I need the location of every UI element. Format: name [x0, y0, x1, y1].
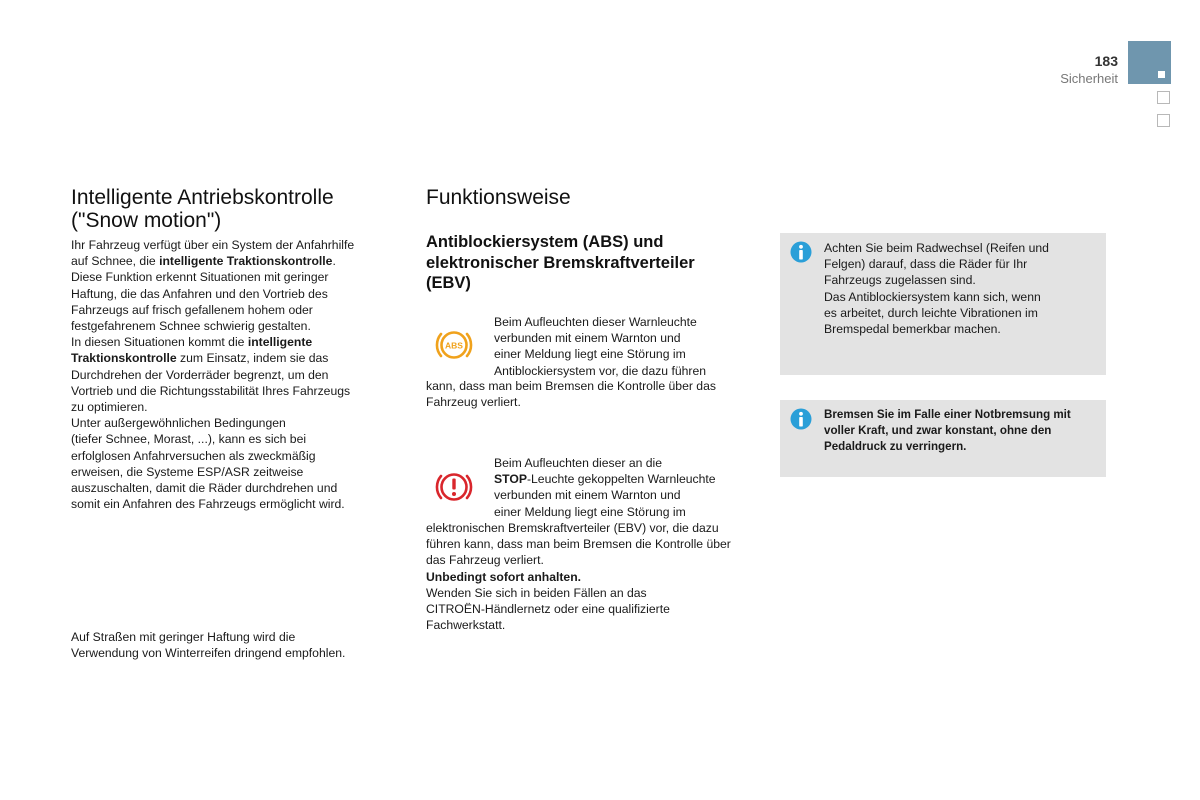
- text-line: Pedaldruck zu verringern.: [824, 440, 967, 454]
- text-line: Diese Funktion erkennt Situationen mit geringer: [71, 270, 329, 285]
- text-line: führen kann, dass man beim Bremsen die Kontrolle über: [426, 537, 731, 552]
- section-label: Sicherheit: [1060, 71, 1118, 86]
- info-icon: [790, 408, 812, 430]
- text-line: Wenden Sie sich in beiden Fällen an das: [426, 585, 647, 600]
- left-title-line2: ("Snow motion"): [71, 209, 222, 232]
- info-box-text: [824, 240, 1096, 337]
- text-line: kann, dass man beim Bremsen die Kontrolle über das: [426, 379, 716, 393]
- page-number: 183: [1094, 53, 1118, 69]
- text-line: Auf Straßen mit geringer Haftung wird die: [71, 630, 296, 644]
- chapter-tab-marker: [1158, 71, 1165, 78]
- chapter-tab-square: [1157, 114, 1170, 127]
- text-line: Beim Aufleuchten dieser an die: [494, 456, 663, 470]
- abs-warning-icon: [433, 326, 475, 364]
- text-line: Haftung, die das Anfahren und den Vortrieb des: [71, 286, 328, 301]
- text-line: Fahrzeugs zugelassen sind.: [824, 273, 976, 288]
- text-line: auf Schnee, die intelligente Traktionskontrolle.: [71, 254, 336, 269]
- text-line: verbunden mit einem Warnton und: [494, 488, 681, 503]
- text-line: elektronischen Bremskraftverteiler (EBV) vor, die dazu: [426, 521, 719, 535]
- warning-text: Unbedingt sofort anhalten.: [426, 569, 582, 584]
- text-line: verbunden mit einem Warnton und: [494, 331, 681, 346]
- text-line: Felgen) darauf, dass die Räder für Ihr: [824, 257, 1028, 272]
- text-line: Fahrzeug verliert.: [426, 395, 521, 410]
- text-line: Verwendung von Winterreifen dringend empfohlen.: [71, 646, 346, 661]
- middle-title: Funktionsweise: [426, 186, 571, 209]
- info-box-emergency-braking: [780, 400, 1106, 477]
- text-line: (tiefer Schnee, Morast, ...), kann es sich bei: [71, 432, 307, 447]
- text-line: Fachwerkstatt.: [426, 618, 506, 633]
- text-line: CITROËN-Händlernetz oder eine qualifizierte: [426, 602, 670, 617]
- left-title-line1: Intelligente Antriebskontrolle: [71, 186, 334, 209]
- text-line: einer Meldung liegt eine Störung im: [494, 347, 686, 362]
- left-footer-note: [71, 629, 401, 661]
- text-line: festgefahrenem Schnee schwierig gestalten.: [71, 319, 311, 334]
- chapter-tab-square: [1157, 91, 1170, 104]
- text-line: Vortrieb und die Richtungsstabilität Ihres Fahrzeugs: [71, 383, 351, 398]
- stop-text-full: [426, 520, 761, 633]
- abs-section-heading: Antiblockiersystem (ABS) und elektronischer Bremskraftverteiler (EBV): [426, 233, 695, 292]
- text-line: Antiblockiersystem vor, die dazu führen: [494, 363, 707, 378]
- text-line: zu optimieren.: [71, 400, 148, 415]
- text-line: auszuschalten, damit die Räder durchdrehen und: [71, 481, 338, 496]
- text-line: Das Antiblockiersystem kann sich, wenn: [824, 289, 1041, 304]
- brake-warning-icon: [433, 468, 475, 506]
- info-box-text: [824, 407, 1098, 456]
- abs-text-full: [426, 378, 756, 410]
- text-line: Fahrzeugs auf frisch gefallenem hohem oder: [71, 302, 313, 317]
- text-line: erfolglosen Anfahrversuchen als zweckmäßig: [71, 448, 316, 463]
- text-line: Beim Aufleuchten dieser Warnleuchte: [494, 315, 697, 329]
- text-line: einer Meldung liegt eine Störung im: [494, 504, 686, 519]
- stop-text-indented: [494, 455, 754, 520]
- text-line: Durchdrehen der Vorderräder begrenzt, um den: [71, 367, 329, 382]
- abs-icon-label: ABS: [445, 340, 463, 351]
- text-line: STOP-Leuchte gekoppelten Warnleuchte: [494, 472, 716, 487]
- text-line: In diesen Situationen kommt die intelligente: [71, 335, 313, 350]
- left-title-block: [71, 186, 401, 232]
- info-box-wheel-change: [780, 233, 1106, 375]
- text-line: Ihr Fahrzeug verfügt über ein System der Anfahrhilfe: [71, 238, 355, 252]
- text-line: Bremspedal bemerkbar machen.: [824, 322, 1001, 337]
- text-line: erweisen, die Systeme ESP/ASR zeitweise: [71, 464, 304, 479]
- text-line: Bremsen Sie im Falle einer Notbremsung mit: [824, 408, 1071, 421]
- left-body: [71, 237, 401, 512]
- text-line: Traktionskontrolle zum Einsatz, indem sie das: [71, 351, 329, 366]
- text-line: Achten Sie beim Radwechsel (Reifen und: [824, 241, 1049, 255]
- text-line: somit ein Anfahren des Fahrzeugs ermöglicht wird.: [71, 497, 345, 512]
- text-line: voller Kraft, und zwar konstant, ohne den: [824, 424, 1052, 438]
- text-line: das Fahrzeug verliert.: [426, 553, 544, 568]
- text-line: es arbeitet, durch leichte Vibrationen im: [824, 305, 1038, 320]
- abs-text-indented: [494, 314, 754, 379]
- text-line: Unter außergewöhnlichen Bedingungen: [71, 416, 286, 431]
- info-icon: [790, 241, 812, 263]
